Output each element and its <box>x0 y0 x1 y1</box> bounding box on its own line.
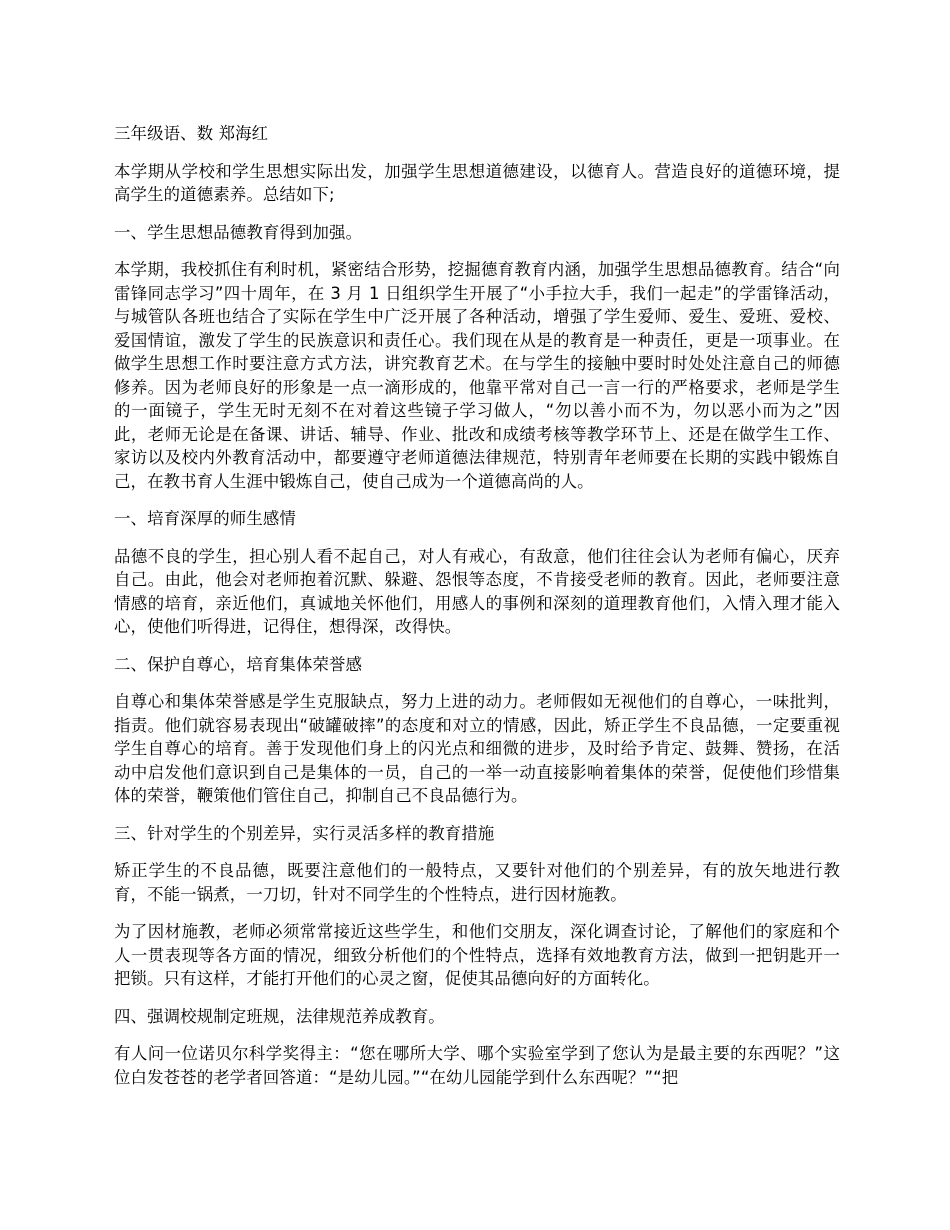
section-heading-3: 二、保护自尊心，培育集体荣誉感 <box>114 654 363 674</box>
paragraph-5: 为了因材施教，老师必须常常接近这些学生，和他们交朋友，深化调查讨论，了解他们的家庭和个人一贯表现等各方面的情况，细致分析他们的个性特点，选择有效地教育方法，做到一把钥匙开一把锁。只有这样，才能打开他们的心灵之窗，促使其品德向好的方面转化。 <box>114 922 840 988</box>
section-heading-5: 四、强调校规制定班规，法律规范养成教育。 <box>114 1006 445 1026</box>
intro-paragraph: 本学期从学校和学生思想实际出发，加强学生思想道德建设，以德育人。营造良好的道德环境，提高学生的道德素养。总结如下; <box>114 161 840 204</box>
section-heading-1: 一、学生思想品德教育得到加强。 <box>114 222 363 242</box>
author-line: 三年级语、数 郑海红 <box>114 124 269 143</box>
section-heading-4: 三、针对学生的个别差异，实行灵活多样的教育措施 <box>114 823 495 843</box>
paragraph-4: 矫正学生的不良品德，既要注意他们的一般特点，又要针对他们的个别差异，有的放矢地进行教育，不能一锅煮，一刀切，针对不同学生的个性特点，进行因材施教。 <box>114 861 840 904</box>
document-page <box>114 122 840 1103</box>
paragraph-3: 自尊心和集体荣誉感是学生克服缺点，努力上进的动力。老师假如无视他们的自尊心，一味批判，指责。他们就容易表现出“破罐破摔”的态度和对立的情感，因此，矫正学生不良品德，一定要重视学生自尊心的培育。善于发现他们身上的闪光点和细微的进步，及时给予肯定、鼓舞、赞扬，在活动中启发他们意识到自己是集体的一员，自己的一举一动直接影响着集体的荣誉，促使他们珍惜集体的荣誉，鞭策他们管住自己，抑制自己不良品德行为。 <box>114 692 840 805</box>
paragraph-6: 有人问一位诺贝尔科学奖得主：“您在哪所大学、哪个实验室学到了您认为是最主要的东西呢？”这位白发苍苍的老学者回答道：“是幼儿园。”“在幼儿园能学到什么东西呢？”“把 <box>114 1044 840 1087</box>
paragraph-1: 本学期，我校抓住有利时机，紧密结合形势，挖掘德育教育内涵，加强学生思想品德教育。结合“向雷锋同志学习”四十周年，在 3 月 1 日组织学生开展了“小手拉大手，我们一起走”的学雷锋活动，与城管队各班也结合了实际在学生中广泛开展了各种活动，增强了学生爱师、爱生、爱班、爱校、爱国情谊，激发了学生的民族意识和责任心。我们现在从是的教育是一种责任，更是一项事业。在做学生思想工作时要注意方式方法，讲究教育艺术。在与学生的接触中要时时处处注意自己的师德修养。因为老师良好的形象是一点一滴形成的，他靠平常对自己一言一行的严格要求，老师是学生的一面镜子，学生无时无刻不在对着这些镜子学习做人，“勿以善小而不为，勿以恶小而为之”因此，老师无论是在备课、讲话、辅导、作业、批改和成绩考核等教学环节上、还是在做学生工作、家访以及校内外教育活动中，都要遵守老师道德法律规范，特别青年老师要在长期的实践中锻炼自己，在教书育人生涯中锻炼自己，使自己成为一个道德高尚的人。 <box>114 260 840 491</box>
section-heading-2: 一、培育深厚的师生感情 <box>114 509 296 528</box>
paragraph-2: 品德不良的学生，担心别人看不起自己，对人有戒心，有敌意，他们往往会认为老师有偏心，厌弃自己。由此，他会对老师抱着沉默、躲避、怨恨等态度，不肯接受老师的教育。因此，老师要注意情感的培育，亲近他们，真诚地关怀他们，用感人的事例和深刻的道理教育他们，入情入理才能入心，使他们听得进，记得住，想得深，改得快。 <box>114 546 840 636</box>
